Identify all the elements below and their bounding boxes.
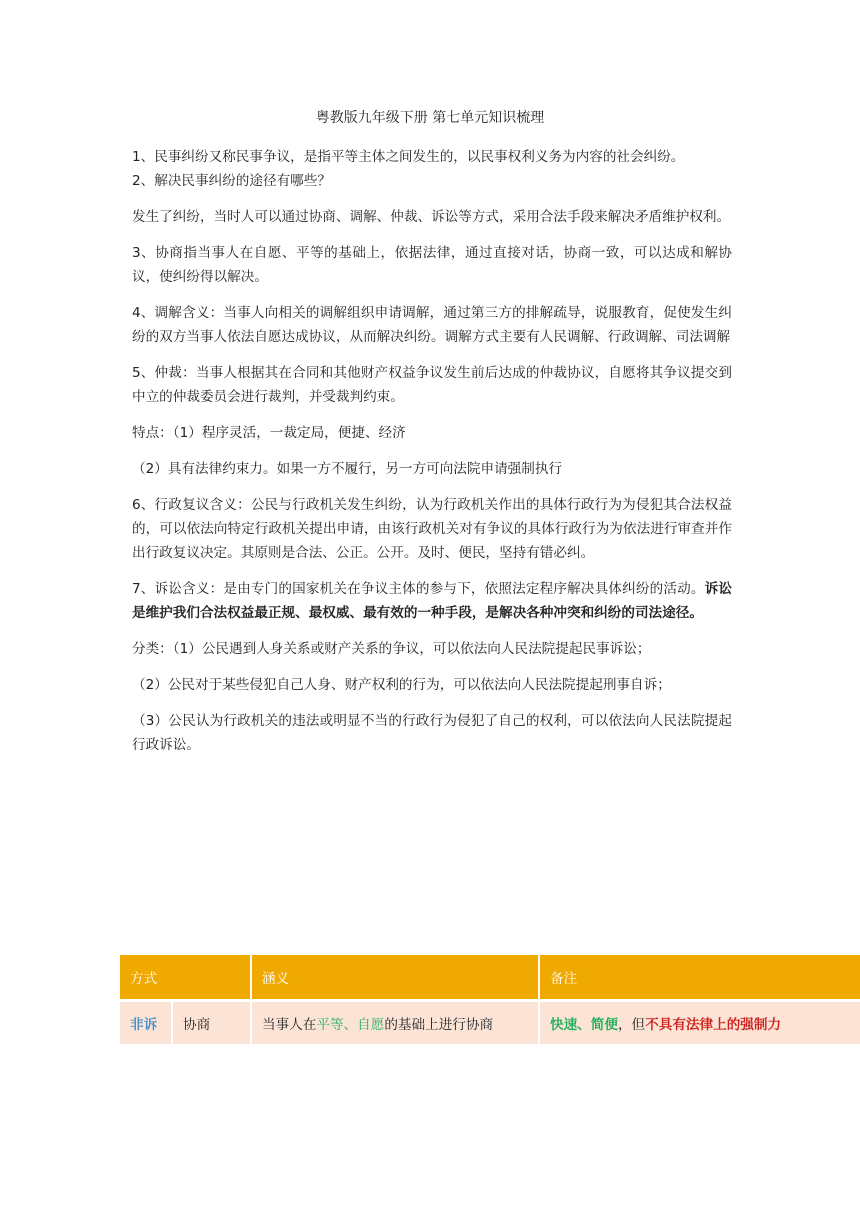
dispute-methods-table	[120, 955, 860, 1044]
paragraph-10-bold-text: 诉讼是维护我们合法权益最正规、最权威、最有效的一种手段，是解决各种冲突和纠纷的司法途径。	[132, 581, 733, 621]
header-meaning: 涵义	[251, 955, 539, 1001]
table-row	[120, 1001, 860, 1045]
note-mid: ，但	[617, 1017, 646, 1033]
note-red: 不具有法律上的强制力	[645, 1017, 782, 1033]
paragraph-9: 6、行政复议含义：公民与行政机关发生纠纷，认为行政机关作出的具体行政行为为侵犯其合法权益的，可以依法向特定行政机关提出申请，由该行政机关对有争议的具体行政行为为依法进行审查并作出行政复议决定。其原则是合法、公正。公开。及时、便民，坚持有错必纠。	[132, 497, 732, 561]
paragraph-8: （2）具有法律约束力。如果一方不履行，另一方可向法院申请强制执行	[132, 461, 563, 477]
note-green: 快速、简便	[550, 1017, 618, 1033]
cell-type: 非诉	[120, 1001, 172, 1045]
paragraph-3: 发生了纠纷，当时人可以通过协商、调解、仲裁、诉讼等方式，采用合法手段来解决矛盾维护权利。	[132, 209, 731, 225]
meaning-post: 的基础上进行协商	[384, 1017, 494, 1033]
header-note: 备注	[539, 955, 860, 1001]
paragraph-13: （3）公民认为行政机关的违法或明显不当的行政行为侵犯了自己的权利，可以依法向人民法院提起行政诉讼。	[132, 713, 732, 753]
document-title: 粤教版九年级下册 第七单元知识梳理	[315, 110, 545, 126]
paragraph-1: 1、民事纠纷又称民事争议，是指平等主体之间发生的，以民事权利义务为内容的社会纠纷。	[132, 149, 685, 165]
meaning-pre: 当事人在	[262, 1017, 317, 1033]
document-body	[132, 145, 732, 769]
paragraph-4: 3、协商指当事人在自愿、平等的基础上，依据法律，通过直接对话，协商一致，可以达成和解协议，使纠纷得以解决。	[132, 245, 732, 285]
cell-meaning	[251, 1001, 539, 1045]
paragraph-12: （2）公民对于某些侵犯自己人身、财产权利的行为，可以依法向人民法院提起刑事自诉；	[132, 677, 671, 693]
paragraph-5: 4、调解含义：当事人向相关的调解组织申请调解，通过第三方的排解疏导，说服教育，促使发生纠纷的双方当事人依法自愿达成协议，从而解决纠纷。调解方式主要有人民调解、行政调解、司法调解	[132, 305, 732, 345]
cell-method: 协商	[172, 1001, 251, 1045]
header-method: 方式	[120, 955, 251, 1001]
paragraph-10-text: 7、诉讼含义：是由专门的国家机关在争议主体的参与下，依照法定程序解决具体纠纷的活动。	[132, 581, 705, 597]
paragraph-11: 分类：（1）公民遇到人身关系或财产关系的争议，可以依法向人民法院提起民事诉讼；	[132, 641, 651, 657]
paragraph-2: 2、解决民事纠纷的途径有哪些？	[132, 173, 331, 189]
paragraph-6: 5、仲裁：当事人根据其在合同和其他财产权益争议发生前后达成的仲裁协议，自愿将其争议提交到中立的仲裁委员会进行裁判，并受裁判约束。	[132, 365, 732, 405]
paragraph-7: 特点：（1）程序灵活，一裁定局，便捷、经济	[132, 425, 406, 441]
meaning-highlight: 平等、自愿	[316, 1017, 385, 1033]
cell-note	[539, 1001, 860, 1045]
table-header-row	[120, 955, 860, 1001]
paragraph-10	[132, 577, 732, 625]
